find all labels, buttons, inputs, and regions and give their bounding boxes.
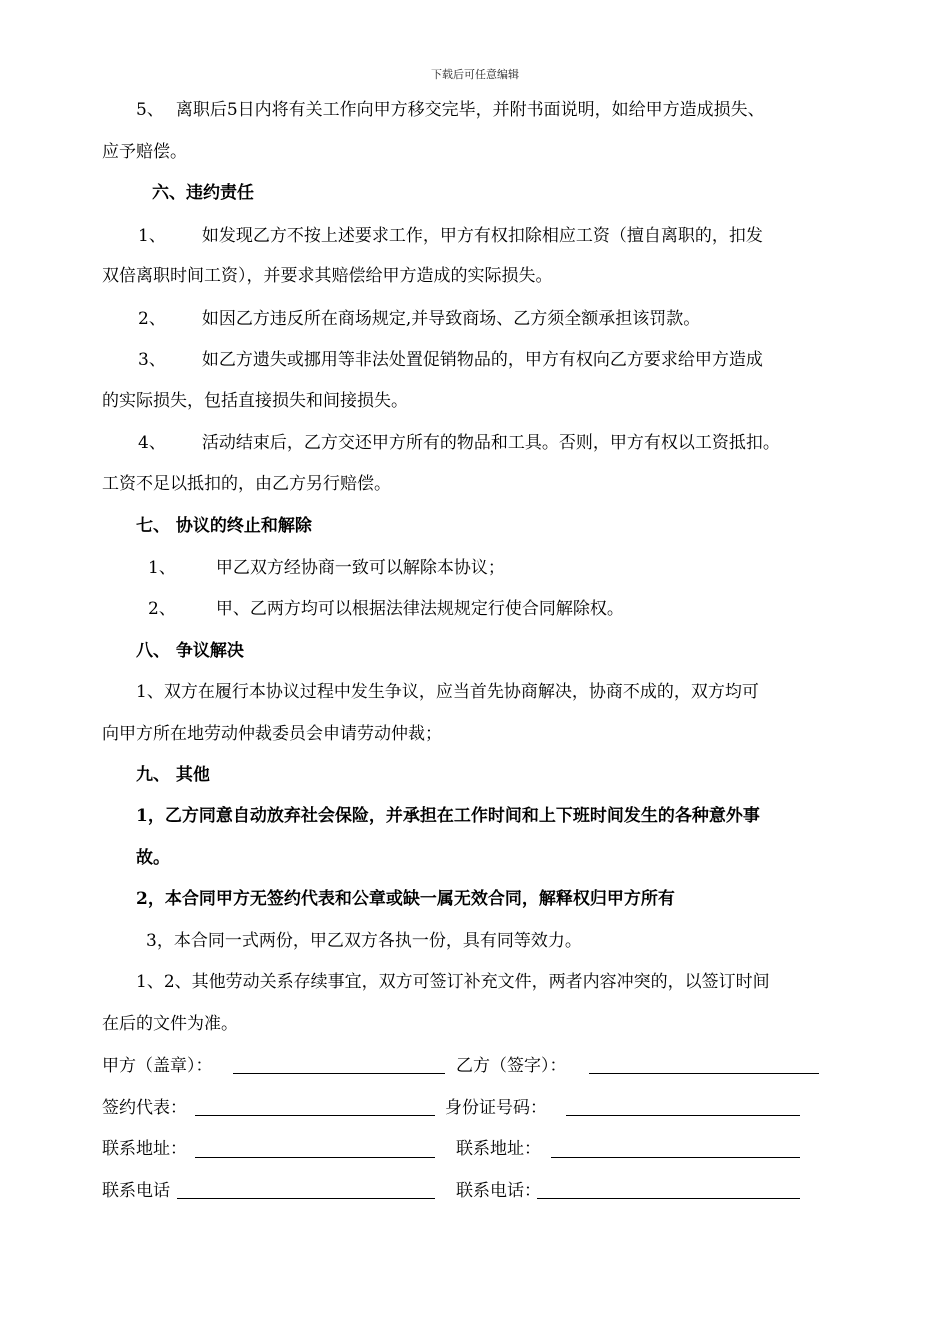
id-number-label: 身份证号码： bbox=[445, 1098, 547, 1118]
item-text: 如乙方遗失或挪用等非法处置促销物品的，甲方有权向乙方要求给甲方造成 bbox=[201, 350, 763, 370]
section-6-item-3-line-1 bbox=[138, 349, 763, 371]
clause-5-line-2: 应予赔偿。 bbox=[102, 142, 187, 162]
address-a-line bbox=[195, 1157, 435, 1158]
section-9-item-1-line-1: 1，乙方同意自动放弃社会保险，并承担在工作时间和上下班时间发生的各种意外事 bbox=[136, 806, 760, 826]
party-b-sign-label: 乙方（签字）： bbox=[456, 1056, 567, 1076]
item-number: 3、 bbox=[138, 350, 166, 370]
item-text: 活动结束后，乙方交还甲方所有的物品和工具。否则，甲方有权以工资抵扣。 bbox=[201, 433, 780, 453]
item-number: 1、 bbox=[148, 558, 176, 578]
clause-5-number: 5、 bbox=[136, 100, 164, 120]
section-8-title: 八、 争议解决 bbox=[136, 641, 244, 661]
section-6-item-4-line-2: 工资不足以抵扣的，由乙方另行赔偿。 bbox=[102, 474, 391, 494]
section-6-title: 六、违约责任 bbox=[152, 183, 254, 203]
party-a-seal-label: 甲方（盖章）： bbox=[102, 1056, 213, 1076]
section-9-item-1-line-2: 故。 bbox=[136, 848, 170, 868]
item-number: 2、 bbox=[138, 309, 166, 329]
section-8-line-1: 1、双方在履行本协议过程中发生争议，应当首先协商解决，协商不成的，双方均可 bbox=[136, 682, 759, 702]
phone-a-line bbox=[177, 1198, 435, 1199]
phone-a-label: 联系电话 bbox=[102, 1181, 170, 1201]
section-9-item-4-line-2: 在后的文件为准。 bbox=[102, 1014, 238, 1034]
section-6-item-1-line-1 bbox=[138, 225, 763, 247]
page-header: 下载后可任意编辑 bbox=[431, 68, 519, 81]
id-number-line bbox=[566, 1115, 800, 1116]
item-number: 1、 bbox=[138, 226, 166, 246]
item-text: 甲乙双方经协商一致可以解除本协议； bbox=[215, 558, 505, 578]
clause-5-text: 离职后5日内将有关工作向甲方移交完毕，并附书面说明，如给甲方造成损失、 bbox=[175, 100, 765, 120]
item-text: 甲、乙两方均可以根据法律法规规定行使合同解除权。 bbox=[215, 599, 624, 619]
party-a-seal-line bbox=[233, 1073, 445, 1074]
item-text: 如因乙方违反所在商场规定,并导致商场、乙方须全额承担该罚款。 bbox=[201, 309, 701, 329]
address-a-label: 联系地址： bbox=[102, 1139, 187, 1159]
section-6-item-4-line-1 bbox=[138, 432, 780, 454]
section-9-title: 九、 其他 bbox=[136, 765, 210, 785]
phone-b-line bbox=[537, 1198, 800, 1199]
section-9-item-3: 3，本合同一式两份，甲乙双方各执一份，具有同等效力。 bbox=[146, 931, 582, 951]
section-7-item-2 bbox=[148, 598, 624, 620]
rep-line bbox=[195, 1115, 435, 1116]
section-7-title: 七、 协议的终止和解除 bbox=[136, 516, 312, 536]
rep-label: 签约代表： bbox=[102, 1098, 187, 1118]
section-8-line-2: 向甲方所在地劳动仲裁委员会申请劳动仲裁； bbox=[102, 724, 442, 744]
address-b-label: 联系地址： bbox=[456, 1139, 541, 1159]
section-6-item-1-line-2: 双倍离职时间工资），并要求其赔偿给甲方造成的实际损失。 bbox=[102, 266, 553, 286]
item-number: 2、 bbox=[148, 599, 176, 619]
section-9-item-4-line-1: 1、2、其他劳动关系存续事宜，双方可签订补充文件，两者内容冲突的，以签订时间 bbox=[136, 972, 770, 992]
section-6-item-3-line-2: 的实际损失，包括直接损失和间接损失。 bbox=[102, 391, 408, 411]
address-b-line bbox=[551, 1157, 800, 1158]
section-9-item-2: 2，本合同甲方无签约代表和公章或缺一属无效合同，解释权归甲方所有 bbox=[136, 889, 675, 909]
party-b-sign-line bbox=[589, 1073, 819, 1074]
section-7-item-1 bbox=[148, 557, 505, 579]
item-text: 如发现乙方不按上述要求工作，甲方有权扣除相应工资（擅自离职的，扣发 bbox=[201, 226, 763, 246]
phone-b-label: 联系电话： bbox=[456, 1181, 541, 1201]
clause-5-line-1 bbox=[136, 99, 765, 121]
section-6-item-2 bbox=[138, 308, 700, 330]
item-number: 4、 bbox=[138, 433, 166, 453]
